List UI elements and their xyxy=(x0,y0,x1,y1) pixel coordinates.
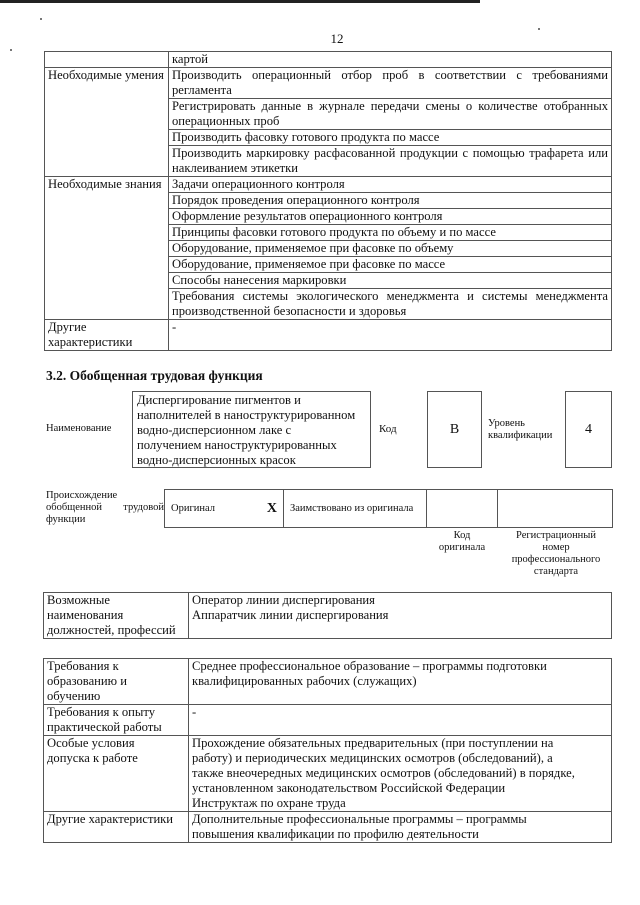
value-line: повышения квалификации по профилю деятельности xyxy=(192,827,479,841)
caption-line: Код xyxy=(453,530,471,541)
table-row xyxy=(45,52,612,68)
row-value: картой xyxy=(169,52,612,68)
code-box xyxy=(427,391,482,468)
qualification-level-box xyxy=(565,391,612,468)
table-row xyxy=(44,593,612,639)
label-line: Требования к xyxy=(47,659,119,673)
reg-number-caption xyxy=(500,530,612,578)
job-titles-values xyxy=(189,593,612,639)
original-mark: X xyxy=(266,501,277,516)
value-line: - xyxy=(192,705,197,719)
value-line: Среднее профессиональное образование – программы подготовки xyxy=(192,659,547,673)
scan-speck xyxy=(40,18,42,20)
caption-line: оригинала xyxy=(438,542,486,553)
scan-speck xyxy=(538,28,540,30)
label-line: практической работы xyxy=(47,720,162,734)
origin-label-line: Происхождение xyxy=(46,490,118,501)
qualification-level-label xyxy=(488,418,552,442)
code-original-cell xyxy=(427,490,498,528)
code-value: B xyxy=(449,421,460,437)
knowledge-item: Порядок проведения операционного контроля xyxy=(169,193,612,209)
label-line: Особые условия xyxy=(47,736,135,750)
knowledge-item: Принципы фасовки готового продукта по объему и по массе xyxy=(169,225,612,241)
value-line: квалифицированных рабочих (служащих) xyxy=(192,674,417,688)
experience-value xyxy=(189,705,612,736)
label-line: Возможные xyxy=(47,593,110,607)
scan-speck xyxy=(10,49,12,51)
job-titles-table xyxy=(43,592,612,639)
label-line: наименования xyxy=(47,608,124,622)
job-title: Аппаратчик линии диспергирования xyxy=(192,608,389,622)
row-label xyxy=(45,52,169,68)
origin-label xyxy=(46,490,164,526)
education-label xyxy=(44,659,189,705)
original-cell xyxy=(165,490,284,528)
name-label: Наименование xyxy=(46,423,112,434)
value-line: установленном законодательством Российской Федерации xyxy=(192,781,506,795)
row-label-skills: Необходимые умения xyxy=(45,68,169,177)
job-title: Оператор линии диспергирования xyxy=(192,593,375,607)
knowledge-item: Оформление результатов операционного контроля xyxy=(169,209,612,225)
knowledge-item: Способы нанесения маркировки xyxy=(169,273,612,289)
code-original-caption xyxy=(426,530,498,554)
origin-label-line: функции xyxy=(46,514,86,525)
admission-conditions-label xyxy=(44,736,189,812)
row-label-other: Другие характеристики xyxy=(45,320,169,351)
job-titles-label xyxy=(44,593,189,639)
function-name-line: Диспергирование пигментов и xyxy=(137,393,301,407)
function-name-line: водно-дисперсионных красок xyxy=(137,453,296,467)
skill-item: Производить маркировку расфасованной продукции с помощью трафарета или наклеиванием этикетки xyxy=(169,146,612,177)
function-name-box xyxy=(132,391,371,468)
origin-table xyxy=(164,489,613,528)
qualification-level-value: 4 xyxy=(585,421,592,437)
skill-item: Регистрировать данные в журнале передачи смены о количестве отобранных операционных проб xyxy=(169,99,612,130)
table-row xyxy=(44,736,612,812)
knowledge-item: Требования системы экологического менеджмента и системы менеджмента производственной безопасности и здоровья xyxy=(169,289,612,320)
other-characteristics-label xyxy=(44,812,189,843)
section-title: 3.2. Обобщенная трудовая функция xyxy=(46,368,263,383)
qualification-level-label-line: Уровень xyxy=(488,418,525,429)
other-value: - xyxy=(169,320,612,351)
admission-conditions-value xyxy=(189,736,612,812)
table-row xyxy=(45,177,612,193)
label-line: обучению xyxy=(47,689,101,703)
requirements-table xyxy=(43,658,612,843)
value-line: Инструктаж по охране труда xyxy=(192,796,346,810)
value-line: также внеочередных медицинских осмотров (обследований) в порядке, xyxy=(192,766,575,780)
code-label: Код xyxy=(379,423,397,435)
function-name-line: наполнителей в наноструктурированном xyxy=(137,408,356,422)
table-row xyxy=(44,659,612,705)
skill-item: Производить фасовку готового продукта по массе xyxy=(169,130,612,146)
experience-label xyxy=(44,705,189,736)
caption-line: стандарта xyxy=(533,566,579,577)
table-row xyxy=(45,320,612,351)
borrowed-cell: Заимствовано из оригинала xyxy=(284,490,427,528)
other-characteristics-value xyxy=(189,812,612,843)
row-label-knowledge: Необходимые знания xyxy=(45,177,169,320)
knowledge-item: Задачи операционного контроля xyxy=(169,177,612,193)
label-line: Другие характеристики xyxy=(47,812,174,826)
scan-top-edge-gap xyxy=(480,0,640,3)
skills-knowledge-table xyxy=(44,51,612,351)
skill-item: Производить операционный отбор проб в соответствии с требованиями регламента xyxy=(169,68,612,99)
label-line: должностей, профессий xyxy=(47,623,176,637)
table-row xyxy=(44,812,612,843)
page-number: 12 xyxy=(330,31,344,46)
qualification-level-label-line: квалификации xyxy=(488,430,553,441)
value-line: Прохождение обязательных предварительных (при поступлении на xyxy=(192,736,554,750)
label-line: Требования к опыту xyxy=(47,705,155,719)
origin-label-line: обобщенной трудовой xyxy=(46,502,164,513)
value-line: работу) и периодических медицинских осмотров (обследований), а xyxy=(192,751,553,765)
caption-line: номер xyxy=(542,542,570,553)
value-line: Дополнительные профессиональные программы – программы xyxy=(192,812,527,826)
table-row xyxy=(45,68,612,99)
caption-line: Регистрационный xyxy=(516,530,596,541)
table-row xyxy=(44,705,612,736)
original-label: Оригинал xyxy=(171,503,215,514)
function-name-line: водно-дисперсионном лаке с xyxy=(137,423,292,437)
caption-line: профессионального xyxy=(511,554,601,565)
knowledge-item: Оборудование, применяемое при фасовке по массе xyxy=(169,257,612,273)
knowledge-item: Оборудование, применяемое при фасовке по объему xyxy=(169,241,612,257)
education-value xyxy=(189,659,612,705)
label-line: образованию и xyxy=(47,674,127,688)
reg-number-cell xyxy=(498,490,613,528)
label-line: допуска к работе xyxy=(47,751,138,765)
function-name-line: получением наноструктурированных xyxy=(137,438,337,452)
